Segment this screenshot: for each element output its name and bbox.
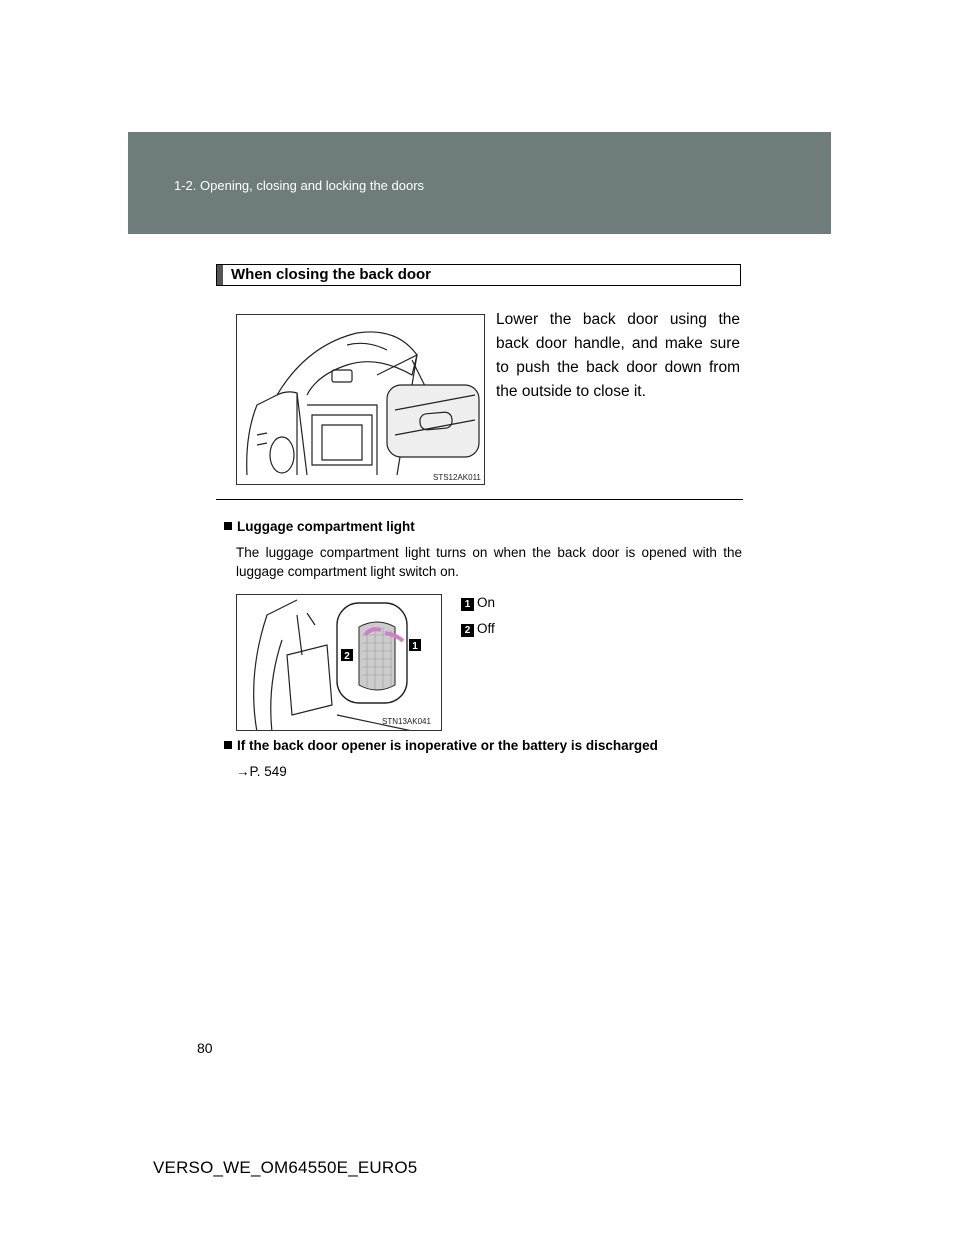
figure-code: STN13AK041	[382, 717, 431, 726]
section-divider	[216, 499, 743, 500]
number-badge: 2	[461, 624, 474, 637]
back-door-drawing	[237, 315, 485, 485]
section-title-bar	[217, 265, 223, 285]
opener-heading-text: If the back door opener is inoperative or the battery is discharged	[237, 738, 658, 753]
legend-label: Off	[477, 621, 495, 636]
chapter-header	[128, 132, 831, 234]
svg-text:1: 1	[412, 641, 418, 652]
closing-instructions: Lower the back door using the back door handle, and make sure to push the back door down from the outside to close it.	[496, 311, 740, 400]
legend-item-off	[461, 621, 495, 637]
bullet-square-icon	[224, 741, 232, 749]
number-badge: 1	[461, 598, 474, 611]
document-footer: VERSO_WE_OM64550E_EURO5	[153, 1158, 418, 1177]
luggage-light-text: The luggage compartment light turns on when the back door is opened with the luggage compartment light switch on.	[236, 545, 742, 579]
luggage-light-heading-text: Luggage compartment light	[237, 519, 415, 534]
section-title-box	[216, 264, 741, 286]
svg-text:2: 2	[344, 651, 350, 662]
bullet-square-icon	[224, 522, 232, 530]
legend-label: On	[477, 595, 496, 610]
chapter-header-text: 1-2. Opening, closing and locking the doors	[174, 178, 425, 193]
legend-item-on	[461, 595, 495, 611]
figure-code: STS12AK011	[433, 473, 481, 482]
page-number: 80	[197, 1040, 213, 1056]
opener-reference[interactable]: →P. 549	[236, 764, 287, 779]
section-title: When closing the back door	[231, 266, 432, 283]
luggage-light-drawing	[237, 595, 442, 731]
opener-heading	[224, 738, 658, 753]
luggage-light-heading	[224, 519, 415, 534]
back-door-illustration	[236, 314, 485, 485]
luggage-light-illustration	[236, 594, 442, 731]
